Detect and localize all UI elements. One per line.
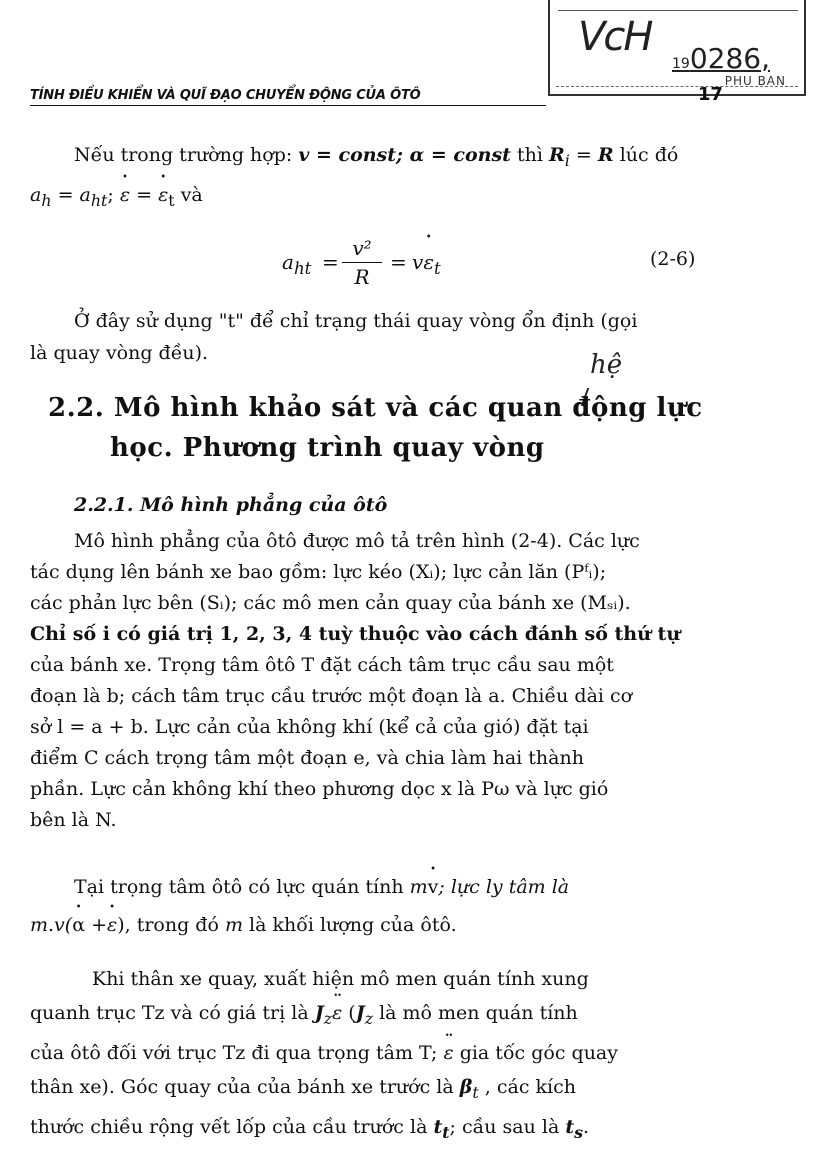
formula-fraction-bar [342,262,382,263]
formula-lhs [282,250,311,278]
p1-ri: R [549,144,565,166]
formula-rhs-sub: t [434,259,441,278]
p1-and: và [174,184,203,206]
formula-rhs-eps: • ε [423,250,434,274]
p1-eq: = [569,144,598,166]
stamp-label: PHU BAN [724,74,786,88]
p1-eps-t-dot: • ε [158,180,168,211]
p5-eps-ddot-2: •• ε [443,1036,453,1070]
p5-text-3-post: gia tốc góc quay [453,1041,618,1064]
paragraph-4 [74,872,794,903]
p4-mv: m.v( [30,914,73,936]
p5-j: J [314,1002,324,1024]
p5-line-4 [30,1070,790,1110]
p5-ts-sub: s [574,1122,584,1142]
p1-ah-sub: h [41,190,52,210]
p5-line-3 [30,1036,790,1070]
p3-line: Chỉ số i có giá trị 1, 2, 3, 4 tuỳ thuộc vào cách đánh số thứ tự [30,623,681,645]
equation-number: (2-6) [650,248,696,270]
p4-text-end: là khối lượng của ôtô. [242,914,457,936]
paragraph-1 [74,140,774,176]
p4-text-where: ), trong đó [117,914,225,936]
formula-numerator: v² [352,236,372,260]
library-stamp [548,0,806,96]
paragraph-4-line-2 [30,910,770,941]
section-heading-line-1: 2.2. Mô hình khảo sát và các quan động lực [48,393,703,423]
p1-ri-sub: i [564,150,570,170]
p1-eps-dot: • ε [120,180,130,211]
p5-text-post: là mô men quán tính [373,1002,578,1024]
p5-beta-sub: t [472,1082,479,1102]
p5-text-5-mid: ; cầu sau là [449,1115,566,1138]
p4-text: Tại trọng tâm ôtô có lực quán tính [74,876,410,898]
p1-text-mid: thì [510,144,549,166]
p1-condition: v = const; α = const [298,144,511,166]
formula-rhs-v: v [412,250,424,274]
p1-aht: a [79,184,91,206]
running-head [30,84,723,106]
p3-line: bên là N. [30,809,117,831]
p4-m: m [409,876,428,898]
handwritten-annotation: hệ [590,350,623,380]
formula-eq: = [322,250,339,274]
paragraph-5 [30,962,790,1149]
page-number: 17 [698,84,723,105]
stamp-number-suffix: , [761,42,770,75]
p5-text: quanh trục Tz và có giá trị là [30,1002,315,1024]
p4-alpha-dot: • α [72,910,85,941]
p3-line: các phản lực bên (Sᵢ); các mô men cản quay của bánh xe (Mₛᵢ). [30,592,631,614]
p1-eq2: = [51,184,80,206]
p5-text-5-end: . [583,1115,590,1138]
p4-v-dot: • v [428,872,439,903]
p5-eps-ddot: •• ε [332,996,342,1030]
p3-line: đoạn là b; cách tâm trục cầu trước một đoạn là a. Chiều dài cơ [30,685,633,707]
p5-paren: ( [342,1002,356,1024]
p1-sep: ; [107,184,120,206]
paragraph-2-line-2 [30,338,770,369]
p3-line: của bánh xe. Trọng tâm ôtô T đặt cách tâm trục cầu sau một [30,654,614,676]
p5-j-sub: z [323,1008,333,1028]
section-heading-line-2: học. Phương trình quay vòng [110,433,545,463]
p1-R: R [597,144,614,166]
p5-tt: t [433,1115,443,1138]
p3-line: điểm C cách trọng tâm một đoạn e, và chia làm hai thành [30,747,584,769]
formula-lhs-a: a [282,250,294,274]
p3-line: phần. Lực cản không khí theo phương dọc x là Pω và lực gió [30,778,609,800]
subsection-heading: 2.2.1. Mô hình phẳng của ôtô [74,494,388,516]
p3-line: Mô hình phẳng của ôtô được mô tả trên hình (2-4). Các lực [74,530,640,552]
p1-eq3: = [130,184,159,206]
formula-eq2: = [390,250,407,274]
paragraph-2 [74,306,794,337]
formula-fraction [342,236,382,289]
p3-line: tác dụng lên bánh xe bao gồm: lực kéo (Xᵢ); lực cản lăn (Pᶠᵢ); [30,561,607,583]
p5-j2-sub: z [364,1008,374,1028]
p2-line-1: Ở đây sử dụng "t" để chỉ trạng thái quay vòng ổn định (gọi [74,310,638,332]
p4-plus: + [85,914,108,936]
stamp-number-prefix: 19 [672,56,690,72]
p5-line-1-text: Khi thân xe quay, xuất hiện mô men quán tính xung [92,968,589,990]
stamp-bottom-line [556,86,798,87]
paragraph-1-line-2 [30,180,770,216]
formula-lhs-sub: ht [293,259,312,278]
stamp-number [672,42,770,75]
p1-text: Nếu trong trường hợp: [74,144,299,166]
p4-eps-dot: • ε [107,910,117,941]
paragraph-3 [30,526,790,836]
p3-line: sở l = a + b. Lực cản của không khí (kể cả của gió) đặt tại [30,716,589,738]
p5-tt-sub: t [442,1122,450,1142]
p5-line-1 [30,962,790,996]
p5-line-5 [30,1110,790,1149]
formula-rhs [412,250,441,278]
p5-text-4: thân xe). Góc quay của của bánh xe trước là [30,1075,460,1098]
p1-text-post: lúc đó [613,144,679,166]
stamp-code: VcH [578,14,652,60]
p1-eps-t-sub: t [168,190,175,210]
p5-ts: t [565,1115,575,1138]
p5-beta: β [459,1075,473,1098]
p1-aht-sub: ht [90,190,108,210]
p5-line-2 [30,996,790,1036]
p2-line-2: là quay vòng đều). [30,342,209,364]
p5-text-5: thước chiều rộng vết lốp của cầu trước là [30,1115,434,1138]
p5-text-4-post: , các kích [478,1075,576,1098]
running-head-title: TÍNH ĐIỀU KHIỂN VÀ QUĨ ĐẠO CHUYỂN ĐỘNG CỦA ÔTÔ [30,88,421,103]
stamp-number-value: 0286 [689,42,762,75]
p1-ah: a [30,184,42,206]
section-heading [48,388,768,468]
formula-denominator: R [354,265,370,289]
p5-text-3: của ôtô đối với trục Tz đi qua trọng tâm T; [30,1041,444,1064]
stamp-top-line [558,2,798,11]
p4-m2: m [224,914,243,936]
p4-text-post: ; lực ly tâm là [438,876,570,898]
p5-j2: J [355,1002,365,1024]
